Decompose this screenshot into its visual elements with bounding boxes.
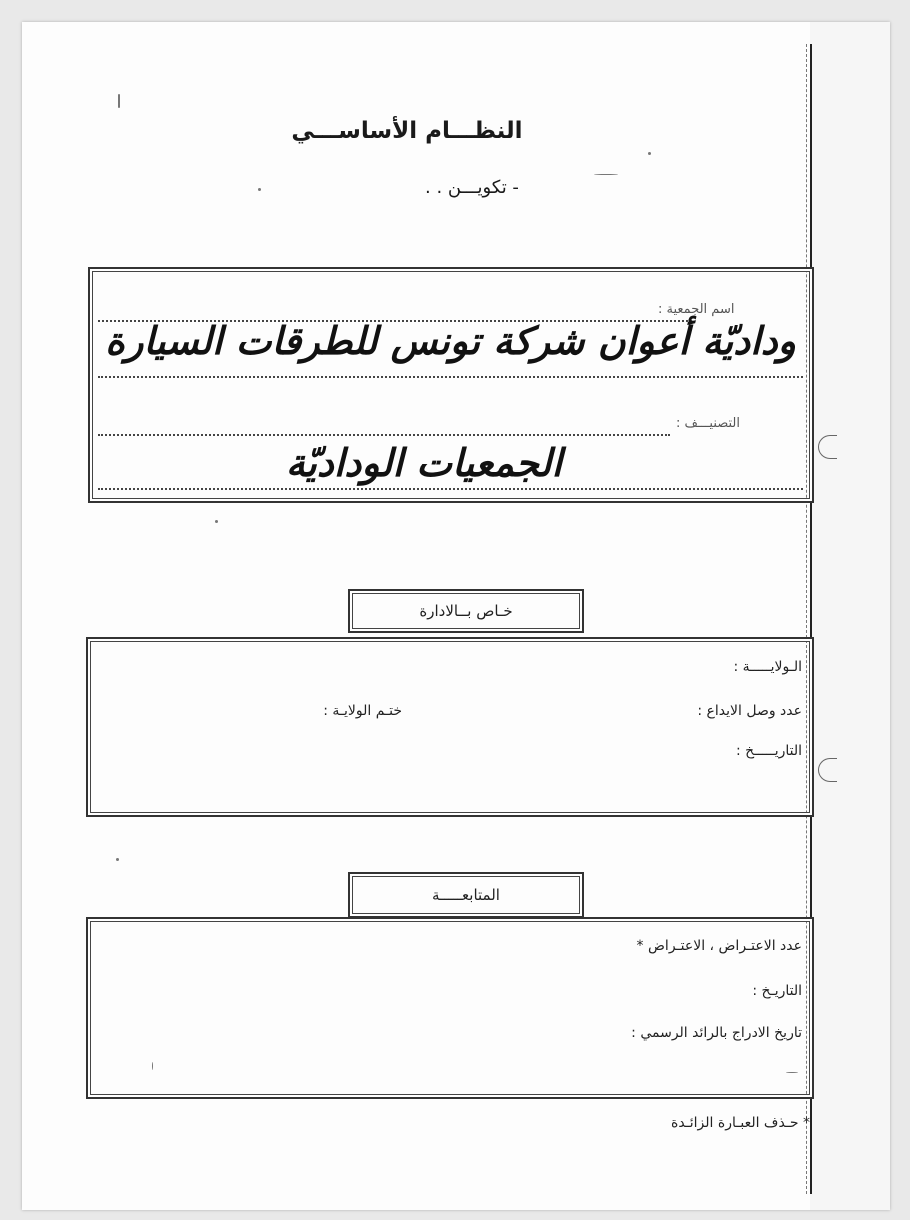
classification-value: الجمعيات الوداديّة [285,440,563,485]
scan-speck [116,858,119,861]
document-page [22,22,890,1210]
objection-number-label: عدد الاعتـراض ، الاعتـراض * [636,938,802,954]
punch-hole-mark [818,758,837,782]
wilaya-label: الـولايـــــة : [733,659,802,675]
dotted-line [98,488,803,490]
scan-speck [786,1072,798,1073]
scan-speck [118,94,120,108]
dotted-line [98,376,803,378]
deposit-receipt-label: عدد وصل الايداع : [697,703,802,719]
punch-hole-mark [818,435,837,459]
gazette-date-label: تاريخ الادراج بالرائد الرسمي : [631,1025,802,1041]
wilaya-stamp-label: ختـم الولايـة : [323,703,402,719]
scan-margin [810,22,890,1210]
scan-speck [648,152,651,155]
footnote: * حـذف العبـارة الزائـدة [670,1115,810,1131]
classification-label: التصنيـــف : [676,416,741,431]
document-title: النظـــام الأساســـي [291,118,523,144]
association-name-label: اسم الجمعية : [658,302,735,317]
scan-speck [215,520,218,523]
document-subtitle: - تكويـــن . . [425,177,519,198]
scan-speck [258,188,261,191]
dotted-line [98,434,670,436]
association-name-value: وداديّة أعوان شركة تونس للطرقات السيارة [105,318,796,363]
admin-date-label: التاريـــــخ : [735,743,802,759]
admin-section-header: خـاص بــالادارة [348,589,584,633]
followup-section-header: المتابعـــــة [348,872,584,918]
followup-date-label: التاريـخ : [752,983,802,999]
admin-section-box [86,637,814,817]
scan-speck [594,174,618,175]
